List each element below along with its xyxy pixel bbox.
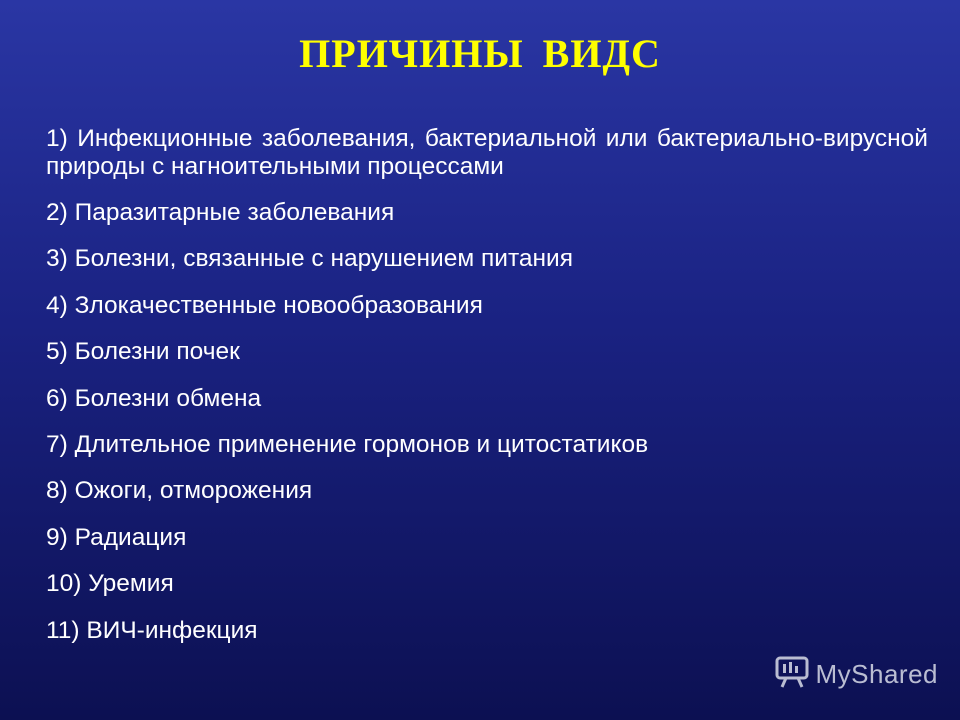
list-item: 11) ВИЧ-инфекция [46, 616, 258, 644]
list-item: 5) Болезни почек [46, 338, 240, 366]
list-item: 10) Уремия [46, 570, 174, 598]
list-item: 4) Злокачественные новообразования [46, 291, 483, 319]
presentation-board-icon [774, 655, 810, 694]
list-item: 2) Паразитарные заболевания [46, 199, 395, 226]
list-item: 1) Инфекционные заболевания, бактериальной или бактериально-вирусной природы с нагноительными процессами [46, 125, 928, 180]
list-item: 8) Ожоги, отморожения [46, 477, 313, 505]
list-item: 9) Радиация [46, 523, 187, 551]
watermark-text: MyShared [815, 658, 938, 689]
slide-title: ПРИЧИНЫ ВИДС [299, 31, 661, 76]
list-item: 3) Болезни, связанные с нарушением питания [46, 245, 574, 273]
causes-list [46, 125, 928, 662]
list-item: 7) Длительное применение гормонов и цитостатиков [46, 430, 649, 458]
list-item: 6) Болезни обмена [46, 384, 262, 412]
watermark-logo [774, 656, 939, 692]
